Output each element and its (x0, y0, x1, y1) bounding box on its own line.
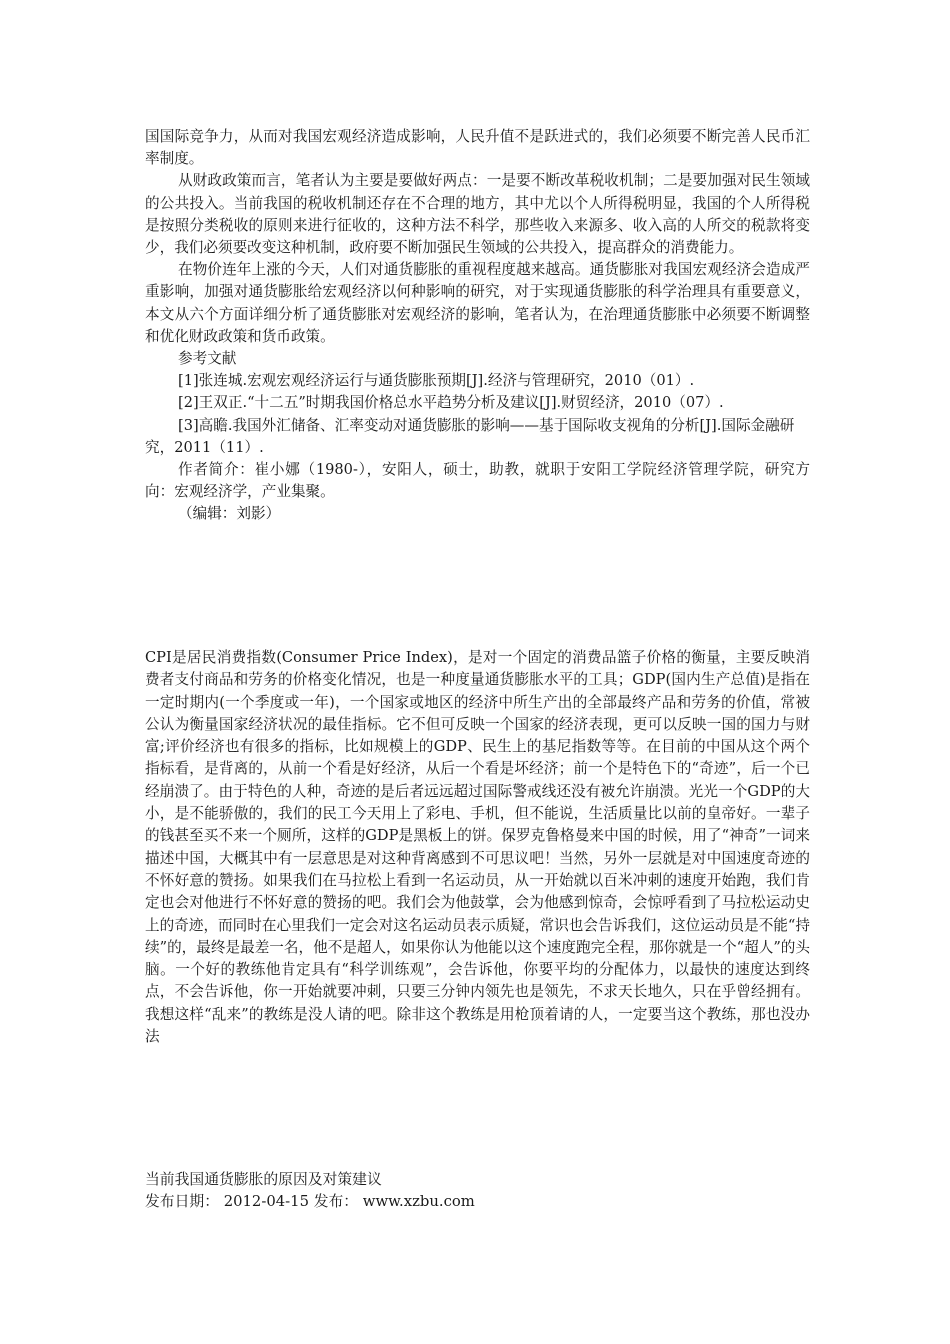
paragraph-fiscal-policy: 从财政政策而言，笔者认为主要是要做好两点：一是要不断改革税收机制；二是要加强对民生领域的公共投入。当前我国的税收机制还存在不合理的地方，其中尤以个人所得税明显，我国的个人所得税是按照分类税收的原则来进行征收的，这种方法不科学，那些收入来源多、收入高的人所交的税款将变少，我们必须要改变这种机制，政府要不断加强民生领域的公共投入，提高群众的消费能力。 (145, 172, 810, 257)
reference-item: [2]王双正.“十二五”时期我国价格总水平趋势分析及建议[J].财贸经济，2010（07）. (178, 394, 724, 412)
publish-info: 发布日期： 2012-04-15 发布： www.xzbu.com (145, 1193, 475, 1210)
article-footer (145, 1169, 810, 1213)
cpi-gdp-section (145, 647, 810, 1048)
editor-note: （编辑：刘影） (178, 505, 281, 523)
author-intro: 作者简介：崔小娜（1980-），安阳人，硕士，助教，就职于安阳工学院经济管理学院，研究方向：宏观经济学，产业集聚。 (145, 461, 810, 501)
references-heading: 参考文献 (178, 350, 237, 368)
paragraph-continuation: 国国际竞争力，从而对我国宏观经济造成影响，人民升值不是跃进式的，我们必须要不断完善人民币汇率制度。 (145, 128, 810, 168)
reference-item: [1]张连城.宏观宏观经济运行与通货膨胀预期[J].经济与管理研究，2010（01）. (178, 372, 695, 390)
article-body (145, 126, 810, 526)
paragraph-conclusion: 在物价连年上涨的今天，人们对通货膨胀的重视程度越来越高。通货膨胀对我国宏观经济会造成严重影响，加强对通货膨胀给宏观经济以何种影响的研究，对于实现通货膨胀的科学治理具有重要意义，本文从六个方面详细分析了通货膨胀对宏观经济的影响，笔者认为，在治理通货膨胀中必须要不断调整和优化财政政策和货币政策。 (145, 261, 810, 345)
article-title: 当前我国通货膨胀的原因及对策建议 (145, 1171, 382, 1188)
reference-item: [3]高瞻.我国外汇储备、汇率变动对通货膨胀的影响——基于国际收支视角的分析[J].国际金融研究，2011（11）. (145, 416, 795, 456)
paragraph-cpi-gdp: CPI是居民消费指数(Consumer Price Index)，是对一个固定的消费品篮子价格的衡量，主要反映消费者支付商品和劳务的价格变化情况，也是一种度量通货膨胀水平的工具；GDP(国内生产总值)是指在一定时期内(一个季度或一年)，一个国家或地区的经济中所生产出的全部最终产品和劳务的价值，常被公认为衡量国家经济状况的最佳指标。它不但可反映一个国家的经济表现，更可以反映一国的国力与财富;评价经济也有很多的指标，比如规模上的GDP、民生上的基尼指数等等。在目前的中国从这个两个指标看，是背离的，从前一个看是好经济，从后一个看是坏经济；前一个是特色下的“奇迹”，后一个已经崩溃了。由于特色的人种，奇迹的是后者远远超过国际警戒线还没有被允许崩溃。光光一个GDP的大小，是不能骄傲的，我们的民工今天用上了彩电、手机，但不能说，生活质量比以前的皇帝好。一辈子的钱甚至买不来一个厕所，这样的GDP是黑板上的饼。保罗克鲁格曼来中国的时候，用了“神奇”一词来描述中国，大概其中有一层意思是对这种背离感到不可思议吧！当然，另外一层就是对中国速度奇迹的不怀好意的赞扬。如果我们在马拉松上看到一名运动员，从一开始就以百米冲刺的速度开始跑，我们肯定也会对他进行不怀好意的赞扬的吧。我们会为他鼓掌，会为他感到惊奇，会惊呼看到了马拉松运动史上的奇迹，而同时在心里我们一定会对这名运动员表示质疑，常识也会告诉我们，这位运动员是不能“持续”的，最终是最差一名，他不是超人，如果你认为他能以这个速度跑完全程，那你就是一个“超人”的头脑。一个好的教练他肯定具有“科学训练观”，会告诉他，你要平均的分配体力，以最快的速度达到终点，不会告诉他，你一开始就要冲刺，只要三分钟内领先也是领先，不求天长地久，只在乎曾经拥有。我想这样“乱来”的教练是没人请的吧。除非这个教练是用枪顶着请的人，一定要当这个教练，那也没办法 (145, 649, 810, 1046)
